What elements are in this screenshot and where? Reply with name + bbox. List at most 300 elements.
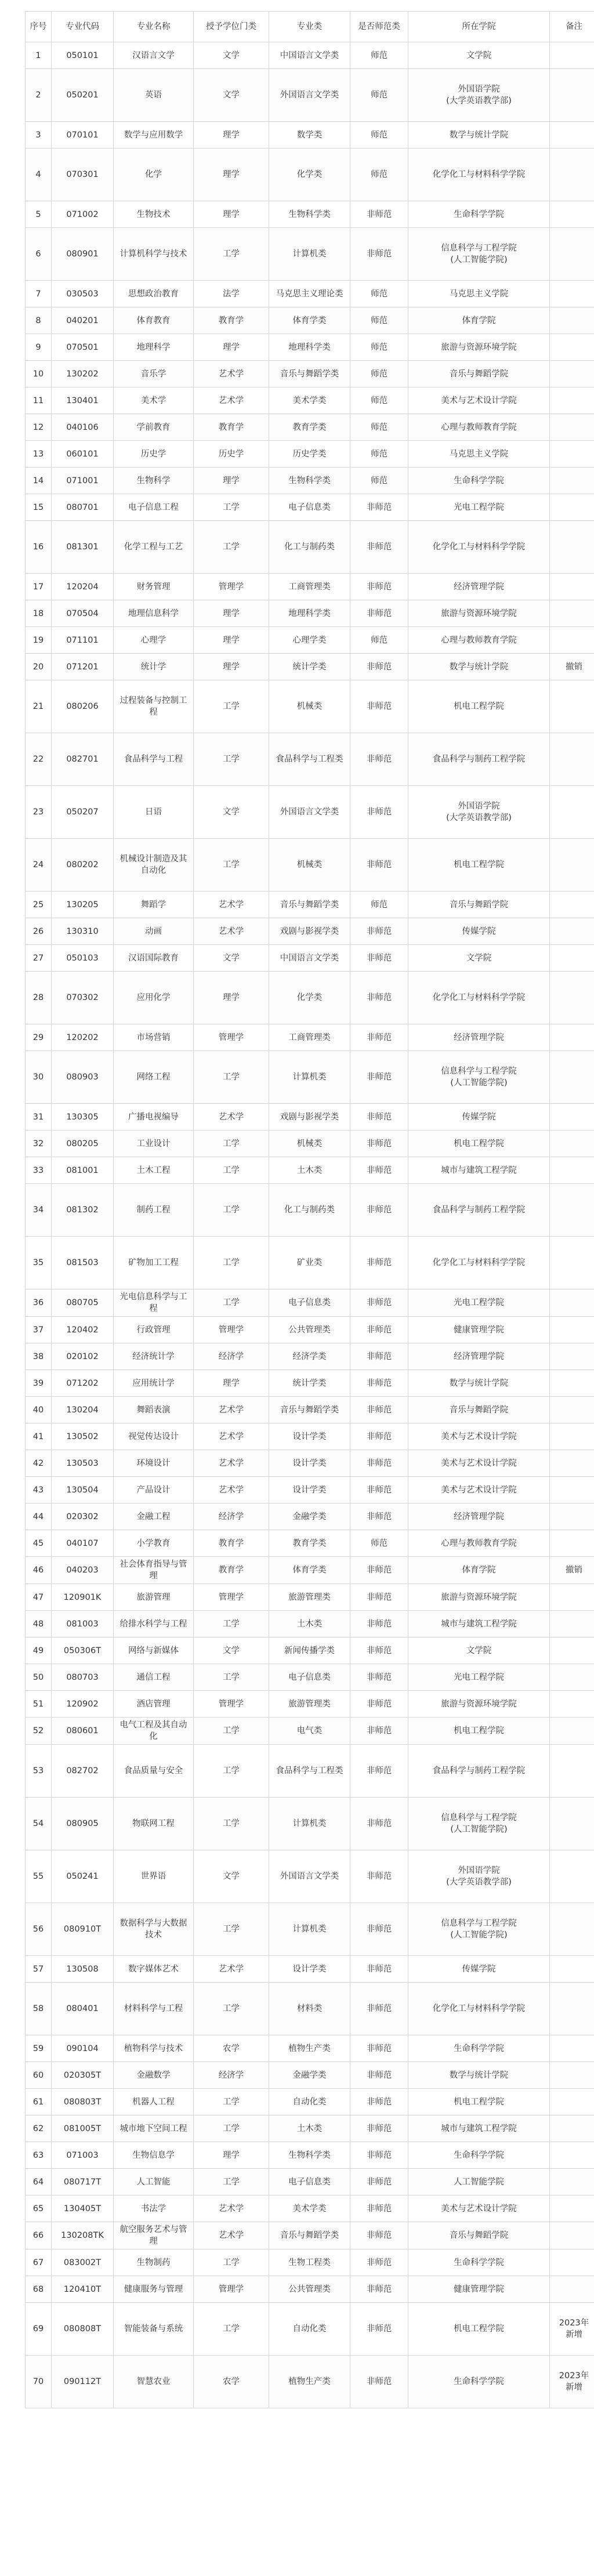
table-row — [26, 281, 594, 307]
cell-normal: 非师范 — [350, 1691, 408, 1718]
cell-no: 41 — [26, 1423, 52, 1450]
cell-degree: 工学 — [194, 494, 269, 521]
cell-note — [550, 1237, 594, 1289]
cell-college-line: (人工智能学院) — [450, 1078, 508, 1088]
cell-normal: 师范 — [350, 361, 408, 387]
cell-normal: 师范 — [350, 148, 408, 201]
cell-name: 物联网工程 — [114, 1798, 194, 1850]
cell-category: 自动化类 — [269, 2303, 350, 2356]
cell-category: 金融学类 — [269, 1503, 350, 1530]
cell-name: 书法学 — [114, 2195, 194, 2222]
cell-code: 071002 — [52, 201, 114, 228]
cell-category: 植物生产类 — [269, 2356, 350, 2408]
cell-college: 机电工程学院 — [408, 680, 550, 733]
cell-name: 食品科学与工程 — [114, 733, 194, 786]
cell-name: 矿物加工工程 — [114, 1237, 194, 1289]
cell-no: 35 — [26, 1237, 52, 1289]
cell-category: 化工与制药类 — [269, 521, 350, 574]
cell-code: 120202 — [52, 1024, 114, 1051]
cell-degree: 艺术学 — [194, 2195, 269, 2222]
cell-normal: 非师范 — [350, 600, 408, 627]
cell-college-line: (人工智能学院) — [450, 255, 508, 265]
cell-college-line: 外国语学院 — [458, 802, 500, 811]
cell-no: 53 — [26, 1745, 52, 1798]
cell-college: 健康管理学院 — [408, 2276, 550, 2303]
cell-note — [550, 361, 594, 387]
cell-code: 130401 — [52, 387, 114, 414]
cell-no: 7 — [26, 281, 52, 307]
cell-no: 61 — [26, 2089, 52, 2115]
header-degree: 授予学位门类 — [194, 12, 269, 42]
cell-category: 马克思主义理论类 — [269, 281, 350, 307]
cell-no: 21 — [26, 680, 52, 733]
majors-table-container — [25, 11, 594, 2408]
cell-note — [550, 2276, 594, 2303]
cell-category: 数学类 — [269, 122, 350, 148]
cell-no: 2 — [26, 69, 52, 122]
cell-code: 040107 — [52, 1530, 114, 1557]
cell-normal: 非师范 — [350, 201, 408, 228]
cell-no: 69 — [26, 2303, 52, 2356]
cell-no: 31 — [26, 1104, 52, 1131]
table-row — [26, 1024, 594, 1051]
table-row — [26, 2222, 594, 2249]
cell-normal: 非师范 — [350, 2142, 408, 2169]
cell-category: 土木类 — [269, 1611, 350, 1637]
cell-college: 化学化工与材料科学学院 — [408, 148, 550, 201]
cell-college: 美术与艺术设计学院 — [408, 387, 550, 414]
cell-category: 计算机类 — [269, 228, 350, 281]
cell-name: 美术学 — [114, 387, 194, 414]
cell-college: 数学与统计学院 — [408, 122, 550, 148]
cell-category: 统计学类 — [269, 1370, 350, 1397]
cell-code: 050207 — [52, 786, 114, 839]
cell-no: 54 — [26, 1798, 52, 1850]
cell-normal: 非师范 — [350, 1317, 408, 1343]
cell-code: 120402 — [52, 1317, 114, 1343]
cell-no: 50 — [26, 1664, 52, 1691]
cell-note — [550, 441, 594, 468]
cell-name: 智能装备与系统 — [114, 2303, 194, 2356]
cell-degree: 工学 — [194, 2089, 269, 2115]
cell-degree: 文学 — [194, 1850, 269, 1903]
cell-college: 机电工程学院 — [408, 1131, 550, 1157]
cell-no: 51 — [26, 1691, 52, 1718]
cell-code: 080705 — [52, 1289, 114, 1317]
table-row — [26, 2303, 594, 2356]
cell-college: 光电工程学院 — [408, 1664, 550, 1691]
table-row — [26, 1718, 594, 1745]
cell-normal: 非师范 — [350, 2303, 408, 2356]
cell-normal: 非师范 — [350, 1237, 408, 1289]
cell-note-line: 2023年 — [559, 2371, 589, 2381]
cell-category: 音乐与舞蹈学类 — [269, 361, 350, 387]
cell-college: 旅游与资源环境学院 — [408, 334, 550, 361]
table-row — [26, 2035, 594, 2062]
cell-name: 生物制药 — [114, 2249, 194, 2276]
cell-name: 航空服务艺术与管理 — [114, 2222, 194, 2249]
cell-code: 130504 — [52, 1477, 114, 1503]
cell-code: 083002T — [52, 2249, 114, 2276]
cell-note — [550, 2142, 594, 2169]
table-row — [26, 494, 594, 521]
cell-code: 080205 — [52, 1131, 114, 1157]
header-code: 专业代码 — [52, 12, 114, 42]
cell-no: 4 — [26, 148, 52, 201]
cell-name: 金融数学 — [114, 2062, 194, 2089]
cell-name: 健康服务与管理 — [114, 2276, 194, 2303]
cell-normal: 非师范 — [350, 2035, 408, 2062]
cell-college: 健康管理学院 — [408, 1317, 550, 1343]
cell-name: 市场营销 — [114, 1024, 194, 1051]
cell-degree: 工学 — [194, 1664, 269, 1691]
cell-name: 行政管理 — [114, 1317, 194, 1343]
cell-category: 生物科学类 — [269, 2142, 350, 2169]
cell-degree: 工学 — [194, 1157, 269, 1184]
cell-college: 生命科学学院 — [408, 2249, 550, 2276]
cell-category: 公共管理类 — [269, 1317, 350, 1343]
cell-college: 旅游与资源环境学院 — [408, 1691, 550, 1718]
cell-no: 58 — [26, 1983, 52, 2035]
cell-code: 130205 — [52, 892, 114, 918]
cell-category: 外国语言文学类 — [269, 69, 350, 122]
table-row — [26, 1157, 594, 1184]
cell-note — [550, 2356, 594, 2408]
cell-degree: 管理学 — [194, 2276, 269, 2303]
header-normal: 是否师范类 — [350, 12, 408, 42]
cell-category: 美术学类 — [269, 387, 350, 414]
cell-category: 土木类 — [269, 1157, 350, 1184]
cell-college: 传媒学院 — [408, 1956, 550, 1983]
cell-name: 环境设计 — [114, 1450, 194, 1477]
cell-college — [408, 69, 550, 122]
cell-note — [550, 2222, 594, 2249]
cell-note — [550, 1584, 594, 1611]
cell-name: 智慧农业 — [114, 2356, 194, 2408]
cell-name: 数学与应用数学 — [114, 122, 194, 148]
cell-category: 中国语言文学类 — [269, 42, 350, 69]
cell-no: 64 — [26, 2169, 52, 2195]
cell-normal: 非师范 — [350, 1397, 408, 1423]
cell-note — [550, 2035, 594, 2062]
cell-normal: 非师范 — [350, 1718, 408, 1745]
cell-note — [550, 1157, 594, 1184]
cell-college: 机电工程学院 — [408, 1718, 550, 1745]
cell-name: 机器人工程 — [114, 2089, 194, 2115]
cell-no: 57 — [26, 1956, 52, 1983]
cell-degree: 理学 — [194, 1370, 269, 1397]
cell-degree: 艺术学 — [194, 1104, 269, 1131]
cell-code: 070501 — [52, 334, 114, 361]
cell-college: 城市与建筑工程学院 — [408, 2115, 550, 2142]
cell-degree: 管理学 — [194, 1691, 269, 1718]
cell-category: 戏剧与影视学类 — [269, 1104, 350, 1131]
table-row — [26, 1584, 594, 1611]
cell-note — [550, 600, 594, 627]
cell-name: 统计学 — [114, 654, 194, 680]
cell-degree: 工学 — [194, 228, 269, 281]
cell-degree: 工学 — [194, 521, 269, 574]
table-row — [26, 1637, 594, 1664]
cell-college-line: 信息科学与工程学院 — [441, 244, 517, 253]
cell-college: 心理与教师教育学院 — [408, 414, 550, 441]
cell-category: 土木类 — [269, 2115, 350, 2142]
table-row — [26, 2195, 594, 2222]
cell-degree: 工学 — [194, 2169, 269, 2195]
cell-code: 071101 — [52, 627, 114, 654]
cell-normal: 师范 — [350, 334, 408, 361]
cell-normal: 非师范 — [350, 945, 408, 972]
cell-college: 城市与建筑工程学院 — [408, 1611, 550, 1637]
cell-note — [550, 1104, 594, 1131]
header-no: 序号 — [26, 12, 52, 42]
cell-name: 数据科学与大数据技术 — [114, 1903, 194, 1956]
table-row — [26, 1956, 594, 1983]
cell-name: 给排水科学与工程 — [114, 1611, 194, 1637]
cell-college: 食品科学与制药工程学院 — [408, 1745, 550, 1798]
cell-name: 化学工程与工艺 — [114, 521, 194, 574]
cell-college-line: 外国语学院 — [458, 1866, 500, 1875]
cell-degree: 工学 — [194, 1289, 269, 1317]
cell-category: 音乐与舞蹈学类 — [269, 1397, 350, 1423]
cell-note — [550, 2115, 594, 2142]
cell-note — [550, 2249, 594, 2276]
table-row — [26, 1104, 594, 1131]
cell-name: 社会体育指导与管理 — [114, 1557, 194, 1584]
cell-degree: 工学 — [194, 2303, 269, 2356]
cell-normal: 非师范 — [350, 2115, 408, 2142]
cell-degree: 工学 — [194, 1237, 269, 1289]
cell-code: 030503 — [52, 281, 114, 307]
cell-normal: 非师范 — [350, 1557, 408, 1584]
cell-normal: 非师范 — [350, 2356, 408, 2408]
table-row — [26, 228, 594, 281]
cell-code: 081302 — [52, 1184, 114, 1237]
cell-degree: 农学 — [194, 2356, 269, 2408]
cell-college: 美术与艺术设计学院 — [408, 2195, 550, 2222]
cell-normal: 非师范 — [350, 2169, 408, 2195]
table-row — [26, 600, 594, 627]
cell-degree: 艺术学 — [194, 361, 269, 387]
cell-name: 网络工程 — [114, 1051, 194, 1104]
cell-category: 统计学类 — [269, 654, 350, 680]
cell-normal: 非师范 — [350, 1584, 408, 1611]
table-row — [26, 1557, 594, 1584]
cell-degree: 工学 — [194, 680, 269, 733]
cell-code: 130502 — [52, 1423, 114, 1450]
cell-degree: 历史学 — [194, 441, 269, 468]
cell-name: 材料科学与工程 — [114, 1983, 194, 2035]
table-row — [26, 627, 594, 654]
cell-college: 机电工程学院 — [408, 839, 550, 892]
table-row — [26, 1370, 594, 1397]
cell-degree: 工学 — [194, 839, 269, 892]
cell-note — [550, 414, 594, 441]
cell-no: 6 — [26, 228, 52, 281]
cell-normal: 非师范 — [350, 1370, 408, 1397]
cell-category: 地理科学类 — [269, 600, 350, 627]
cell-code: 080910T — [52, 1903, 114, 1956]
table-row — [26, 1983, 594, 2035]
cell-normal: 师范 — [350, 281, 408, 307]
cell-note — [550, 42, 594, 69]
table-row — [26, 2249, 594, 2276]
cell-college: 光电工程学院 — [408, 1289, 550, 1317]
cell-name: 制药工程 — [114, 1184, 194, 1237]
cell-note — [550, 972, 594, 1024]
cell-name: 世界语 — [114, 1850, 194, 1903]
cell-name: 音乐学 — [114, 361, 194, 387]
cell-note — [550, 1718, 594, 1745]
cell-no: 25 — [26, 892, 52, 918]
cell-college: 经济管理学院 — [408, 574, 550, 600]
cell-degree: 理学 — [194, 2142, 269, 2169]
cell-normal: 非师范 — [350, 2276, 408, 2303]
cell-note — [550, 1289, 594, 1317]
cell-name: 舞蹈表演 — [114, 1397, 194, 1423]
cell-category: 中国语言文学类 — [269, 945, 350, 972]
cell-no: 38 — [26, 1343, 52, 1370]
cell-college: 心理与教师教育学院 — [408, 627, 550, 654]
cell-category: 戏剧与影视学类 — [269, 918, 350, 945]
cell-name: 机械设计制造及其自动化 — [114, 839, 194, 892]
cell-college — [408, 1903, 550, 1956]
cell-no: 62 — [26, 2115, 52, 2142]
cell-name: 数字媒体艺术 — [114, 1956, 194, 1983]
cell-category: 工商管理类 — [269, 574, 350, 600]
cell-no: 36 — [26, 1289, 52, 1317]
cell-code: 080206 — [52, 680, 114, 733]
cell-name: 电子信息工程 — [114, 494, 194, 521]
cell-no: 47 — [26, 1584, 52, 1611]
table-row — [26, 414, 594, 441]
cell-no: 11 — [26, 387, 52, 414]
table-row — [26, 1423, 594, 1450]
cell-normal: 非师范 — [350, 1157, 408, 1184]
cell-college: 生命科学学院 — [408, 468, 550, 494]
cell-note — [550, 2169, 594, 2195]
table-row — [26, 69, 594, 122]
cell-code: 080803T — [52, 2089, 114, 2115]
cell-no: 32 — [26, 1131, 52, 1157]
cell-code: 070302 — [52, 972, 114, 1024]
cell-code: 080703 — [52, 1664, 114, 1691]
cell-degree: 工学 — [194, 2249, 269, 2276]
cell-degree: 文学 — [194, 1637, 269, 1664]
cell-college: 食品科学与制药工程学院 — [408, 733, 550, 786]
cell-degree: 工学 — [194, 1983, 269, 2035]
cell-normal: 非师范 — [350, 1343, 408, 1370]
cell-category: 矿业类 — [269, 1237, 350, 1289]
cell-code: 050241 — [52, 1850, 114, 1903]
cell-normal: 师范 — [350, 1530, 408, 1557]
cell-college-line: 信息科学与工程学院 — [441, 1813, 517, 1823]
cell-note-line: 2023年 — [559, 2318, 589, 2328]
cell-name: 汉语言文学 — [114, 42, 194, 69]
cell-name: 通信工程 — [114, 1664, 194, 1691]
cell-name: 金融工程 — [114, 1503, 194, 1530]
cell-category: 食品科学与工程类 — [269, 1745, 350, 1798]
cell-no: 24 — [26, 839, 52, 892]
table-row — [26, 1798, 594, 1850]
cell-normal: 师范 — [350, 42, 408, 69]
table-row — [26, 1903, 594, 1956]
cell-name: 应用化学 — [114, 972, 194, 1024]
cell-note — [550, 574, 594, 600]
cell-code: 071003 — [52, 2142, 114, 2169]
cell-note — [550, 1450, 594, 1477]
cell-code: 050103 — [52, 945, 114, 972]
cell-no: 23 — [26, 786, 52, 839]
cell-college: 音乐与舞蹈学院 — [408, 892, 550, 918]
cell-note — [550, 1503, 594, 1530]
cell-note — [550, 892, 594, 918]
cell-note — [550, 627, 594, 654]
cell-college: 机电工程学院 — [408, 2089, 550, 2115]
majors-table — [25, 11, 594, 2408]
table-row — [26, 786, 594, 839]
cell-no: 44 — [26, 1503, 52, 1530]
table-row — [26, 468, 594, 494]
cell-degree: 理学 — [194, 972, 269, 1024]
cell-category: 电子信息类 — [269, 1289, 350, 1317]
cell-code: 050306T — [52, 1637, 114, 1664]
table-row — [26, 1477, 594, 1503]
cell-degree: 文学 — [194, 69, 269, 122]
cell-normal: 非师范 — [350, 918, 408, 945]
cell-code: 081301 — [52, 521, 114, 574]
cell-college: 经济管理学院 — [408, 1343, 550, 1370]
table-row — [26, 307, 594, 334]
cell-college — [408, 228, 550, 281]
cell-college — [408, 1798, 550, 1850]
cell-code: 080903 — [52, 1051, 114, 1104]
cell-no: 39 — [26, 1370, 52, 1397]
cell-college: 美术与艺术设计学院 — [408, 1423, 550, 1450]
table-row — [26, 521, 594, 574]
cell-name: 网络与新媒体 — [114, 1637, 194, 1664]
cell-college — [408, 786, 550, 839]
cell-normal: 非师范 — [350, 1051, 408, 1104]
header-name: 专业名称 — [114, 12, 194, 42]
cell-no: 34 — [26, 1184, 52, 1237]
cell-degree: 工学 — [194, 1611, 269, 1637]
cell-college-line: (大学英语教学部) — [446, 1878, 512, 1887]
cell-degree: 教育学 — [194, 1557, 269, 1584]
cell-category: 心理学类 — [269, 627, 350, 654]
cell-name: 历史学 — [114, 441, 194, 468]
cell-name: 生物科学 — [114, 468, 194, 494]
cell-college: 体育学院 — [408, 1557, 550, 1584]
cell-name: 舞蹈学 — [114, 892, 194, 918]
cell-note — [550, 680, 594, 733]
cell-note — [550, 1745, 594, 1798]
cell-code: 071201 — [52, 654, 114, 680]
cell-college-line: (人工智能学院) — [450, 1930, 508, 1940]
cell-no: 43 — [26, 1477, 52, 1503]
header-college: 所在学院 — [408, 12, 550, 42]
cell-note-line: 新增 — [566, 2330, 582, 2339]
cell-note — [550, 281, 594, 307]
cell-college-line: (大学英语教学部) — [446, 813, 512, 823]
cell-category: 计算机类 — [269, 1798, 350, 1850]
cell-name: 动画 — [114, 918, 194, 945]
cell-normal: 非师范 — [350, 1903, 408, 1956]
cell-degree: 工学 — [194, 1903, 269, 1956]
table-header-row — [26, 12, 594, 42]
cell-category: 地理科学类 — [269, 334, 350, 361]
cell-code: 130208TK — [52, 2222, 114, 2249]
